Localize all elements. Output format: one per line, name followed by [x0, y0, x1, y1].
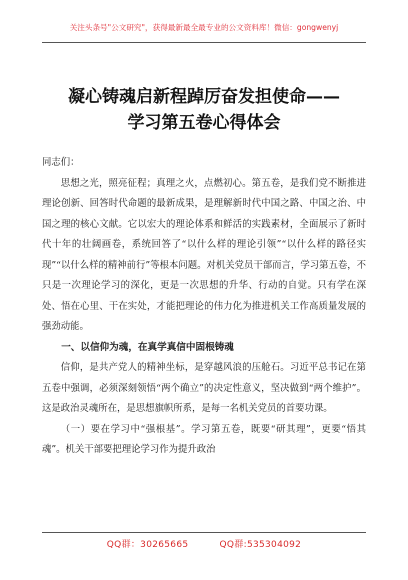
- document-title: [40, 84, 368, 136]
- paragraph: 信仰，是共产党人的精神坐标，是穿越风浪的压舱石。习近平总书记在第五卷中强调，必须深刻领悟“两个确立”的决定性意义，坚决做到“两个维护”。这是政治灵魂所在，是思想旗帜所系，是每一名机关党员的首要功课。: [42, 362, 366, 414]
- footer: [0, 537, 408, 550]
- header-note: 关注头条号"公文研究"，获得最新最全最专业的公文资料库！微信：gongwenyj: [69, 23, 339, 32]
- paragraph: （一）要在学习中“强根基”。学习第五卷，既要“研其理”，更要“悟其魂”。机关干部要把理论学习作为提升政治: [42, 423, 366, 455]
- footer-qq-group-1: QQ群：30265665: [106, 540, 189, 550]
- section-heading: 一、以信仰为魂，在真学真信中固根铸魂: [61, 341, 234, 353]
- footer-qq-group-2: QQ群:535304092: [219, 540, 302, 550]
- header-rule: [42, 42, 366, 43]
- footer-rule: [42, 532, 366, 533]
- title-line-1: 凝心铸魂启新程踔厉奋发担使命——: [68, 87, 340, 107]
- title-line-2: 学习第五卷心得体会: [127, 113, 281, 133]
- salutation: 同志们：: [42, 157, 80, 168]
- paragraph: 思想之光，照亮征程；真理之火，点燃初心。第五卷，是我们党不断推进理论创新、回答时代命题的最新成果，是理解新时代中国之路、中国之治、中国之理的核心文献。它以宏大的理论体系和鲜活的实践素材，全面展示了新时代十年的壮阔画卷，系统回答了“以什么样的理论引领”“以什么样的路径实现”“以什么样的精神前行”等根本问题。对机关党员干部而言，学习第五卷，不只是一次理论学习的深化，更是一次思想的升华、行动的自觉。只有学在深处、悟在心里、干在实处，才能把理论的伟力化为推进机关工作高质量发展的强劲动能。: [42, 177, 366, 332]
- document-body: [42, 153, 366, 461]
